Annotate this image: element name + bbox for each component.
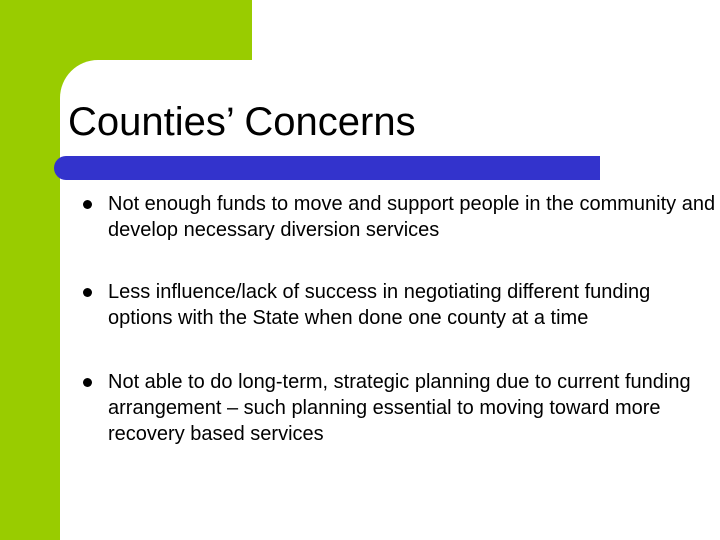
bullet-item [78, 279, 718, 331]
bullet-text: Less influence/lack of success in negotiating different funding options with the State when done one county at a time [108, 281, 651, 329]
bullet-text: Not enough funds to move and support people in the community and develop necessary diversion services [108, 193, 716, 241]
bullet-item [78, 191, 718, 243]
bullet-dot-icon [83, 288, 92, 297]
bullet-list [78, 191, 718, 485]
title-underline-bar [54, 156, 600, 180]
bullet-dot-icon [83, 200, 92, 209]
bullet-text: Not able to do long-term, strategic planning due to current funding arrangement – such planning essential to moving toward more recovery based services [108, 371, 691, 445]
bullet-item [78, 369, 718, 447]
slide-title: Counties’ Concerns [68, 100, 416, 144]
bullet-dot-icon [83, 378, 92, 387]
green-accent-left [0, 0, 60, 540]
